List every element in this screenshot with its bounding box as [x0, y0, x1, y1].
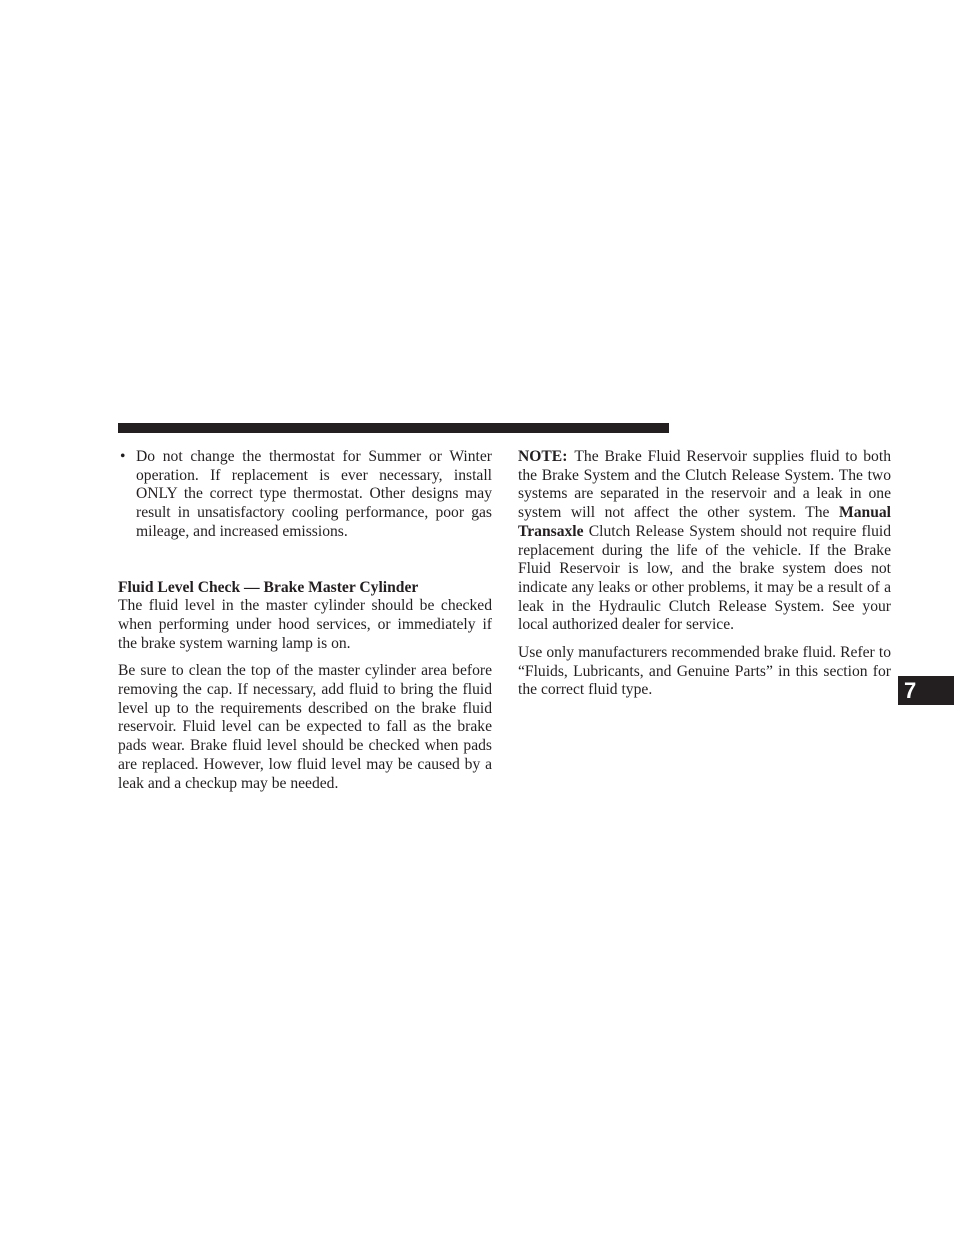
note-bold-term: Manual Transaxle — [518, 504, 891, 540]
paragraph-clean-cap: Be sure to clean the top of the master cylinder area before removing the cap. If necessary, add fluid to bring the fluid level up to the requirements described on the brake fluid reservoir. Fluid level can be expected to fall as the brake pads wear. Brake fluid level should be checked when pads are replaced. However, low fluid level may be caused by a leak and a checkup may be needed. — [118, 662, 492, 792]
chapter-tab — [898, 676, 954, 705]
note-text-before: The Brake Fluid Reservoir supplies fluid to both the Brake System and the Clutch Release System. The two systems are separated in the reservoir and a leak in one system will not affect the other system. The — [518, 448, 891, 522]
note-text-after: Clutch Release System should not require fluid replacement during the life of the vehicle. If the Brake Fluid Reservoir is low, and the brake system does not indicate any leaks or other problems, it may be a result of a leak in the Hydraulic Clutch Release System. See your local authorized dealer for service. — [518, 522, 892, 634]
paragraph-recommended-fluid: Use only manufacturers recommended brake fluid. Refer to “Fluids, Lubricants, and Genuine Parts” in this section for the correct fluid type. — [518, 644, 891, 699]
paragraph-fluid-level: The fluid level in the master cylinder should be checked when performing under hood services, or immediately if the brake system warning lamp is on. — [118, 597, 492, 652]
section-heading: Fluid Level Check — Brake Master Cylinder — [118, 578, 419, 596]
left-column — [118, 448, 492, 793]
chapter-number: 7 — [904, 678, 917, 703]
section-divider-rule — [118, 423, 669, 433]
bullet-icon: • — [120, 448, 126, 465]
bullet-text: Do not change the thermostat for Summer or Winter operation. If replacement is ever necessary, install ONLY the correct type thermostat. Other designs may result in unsatisfactory cooling performance, poor gas mileage, and increased emissions. — [136, 448, 492, 540]
note-paragraph — [518, 448, 891, 635]
note-label: NOTE: — [518, 448, 568, 465]
right-column — [518, 448, 891, 700]
thermostat-bullet-item — [118, 448, 492, 542]
